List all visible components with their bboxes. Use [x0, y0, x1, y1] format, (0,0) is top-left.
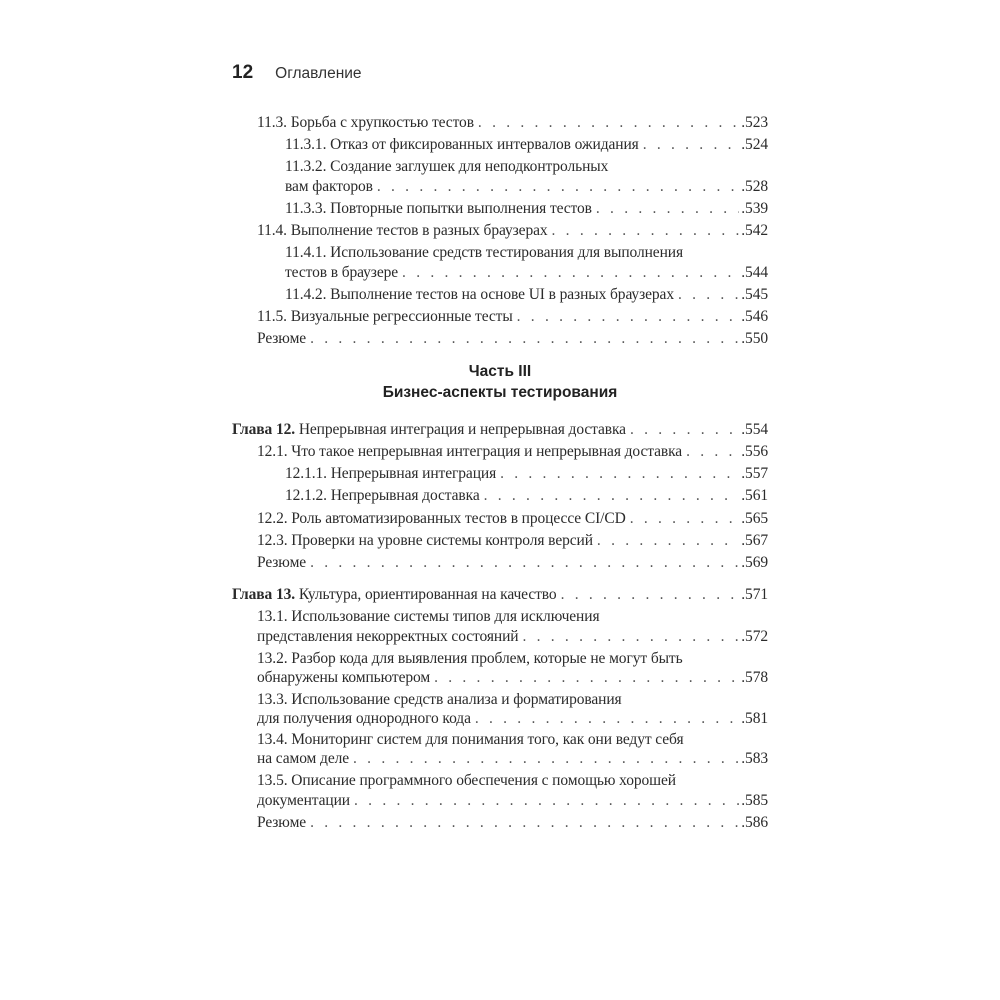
- toc-entry-text: 13.4. Мониторинг систем для понимания того, как они ведут себя: [257, 731, 684, 748]
- chapter-title: Непрерывная интеграция и непрерывная доставка: [298, 421, 626, 438]
- leader-dots: [597, 530, 739, 552]
- toc-entry[interactable]: [0, 112, 1000, 134]
- leader-dots: [686, 441, 739, 463]
- toc-entry-page: .539: [741, 200, 768, 217]
- toc-entry-page: .524: [741, 136, 768, 153]
- toc-entry-continuation[interactable]: [0, 790, 1000, 812]
- toc-entry-page: .586: [741, 814, 768, 831]
- toc-entry-text: 11.3.3. Повторные попытки выполнения тестов: [285, 200, 592, 217]
- toc-entry[interactable]: [0, 198, 1000, 220]
- toc-entry-text: на самом деле: [257, 750, 350, 767]
- toc-entry-continuation[interactable]: [0, 708, 1000, 730]
- toc-entry-text: 11.4. Выполнение тестов в разных браузерах: [257, 222, 548, 239]
- toc-entry-page: .567: [741, 532, 768, 549]
- part-label: Часть III: [468, 363, 532, 380]
- toc-entry-text: Резюме: [257, 330, 307, 347]
- leader-dots: [630, 419, 739, 441]
- toc-entry-text: 13.2. Разбор кода для выявления проблем, которые не могут быть: [257, 650, 683, 667]
- toc-entry[interactable]: [0, 485, 1000, 507]
- running-head: [232, 62, 362, 84]
- leader-dots: [500, 463, 739, 485]
- toc-entry-continuation[interactable]: [0, 748, 1000, 770]
- toc-entry-page: .546: [741, 308, 768, 325]
- leader-dots: [353, 748, 739, 770]
- toc-entry[interactable]: [0, 306, 1000, 328]
- toc-entry-text: 13.5. Описание программного обеспечения с помощью хорошей: [257, 772, 676, 789]
- toc-entry-text: 12.1. Что такое непрерывная интеграция и непрерывная доставка: [257, 443, 683, 460]
- toc-entry-page: .569: [741, 554, 768, 571]
- leader-dots: [377, 176, 739, 198]
- toc-entry-continuation[interactable]: [0, 626, 1000, 648]
- toc-entry-text: тестов в браузере: [285, 264, 399, 281]
- part-title: Бизнес-аспекты тестирования: [382, 384, 618, 401]
- toc-entry[interactable]: [0, 284, 1000, 306]
- toc-entry-text: 12.3. Проверки на уровне системы контроля версий: [257, 532, 593, 549]
- toc-entry[interactable]: [0, 463, 1000, 485]
- chapter-label: Глава 12.: [232, 421, 296, 438]
- toc-entry-continuation[interactable]: [0, 667, 1000, 689]
- toc-entry[interactable]: [0, 441, 1000, 463]
- toc-entry[interactable]: [0, 770, 1000, 792]
- page-number: 12: [232, 62, 254, 83]
- toc-entry-text: 12.2. Роль автоматизированных тестов в процессе CI/CD: [257, 510, 626, 527]
- leader-dots: [517, 306, 740, 328]
- toc-entry[interactable]: [0, 812, 1000, 834]
- leader-dots: [678, 284, 739, 306]
- toc-entry-page: .523: [741, 114, 768, 131]
- toc-entry[interactable]: [0, 530, 1000, 552]
- toc-entry-page: .581: [741, 710, 768, 727]
- toc-entry-page: .542: [741, 222, 768, 239]
- toc-entry[interactable]: [0, 508, 1000, 530]
- leader-dots: [561, 584, 740, 606]
- toc-entry-page: .585: [741, 792, 768, 809]
- leader-dots: [522, 626, 739, 648]
- leader-dots: [402, 262, 739, 284]
- leader-dots: [310, 328, 739, 350]
- toc-entry-text: 12.1.2. Непрерывная доставка: [285, 487, 480, 504]
- toc-entry[interactable]: [0, 242, 1000, 264]
- chapter-title: Культура, ориентированная на качество: [298, 586, 557, 603]
- leader-dots: [478, 112, 739, 134]
- chapter-label: Глава 13.: [232, 586, 296, 603]
- toc-entry-page: .578: [741, 669, 768, 686]
- toc-entry-text: 13.1. Использование системы типов для исключения: [257, 608, 600, 625]
- toc-entry-page: .556: [741, 443, 768, 460]
- toc-entry-page: .561: [741, 487, 768, 504]
- leader-dots: [310, 552, 739, 574]
- toc-entry-text: 12.1.1. Непрерывная интеграция: [285, 465, 497, 482]
- running-head-title: Оглавление: [275, 65, 362, 82]
- toc-entry-text: вам факторов: [285, 178, 373, 195]
- toc-entry-text: документации: [257, 792, 351, 809]
- leader-dots: [434, 667, 739, 689]
- toc-entry-page: .572: [741, 628, 768, 645]
- leader-dots: [484, 485, 740, 507]
- toc-entry-page: .571: [741, 586, 768, 603]
- toc-entry-text: 11.3.1. Отказ от фиксированных интервалов ожидания: [285, 136, 639, 153]
- toc-entry-continuation[interactable]: [0, 262, 1000, 284]
- chapter-entry[interactable]: [0, 419, 1000, 441]
- toc-entry[interactable]: [0, 552, 1000, 574]
- toc-entry-page: .544: [741, 264, 768, 281]
- leader-dots: [630, 508, 740, 530]
- toc-entry[interactable]: [0, 134, 1000, 156]
- toc-entry-page: .528: [741, 178, 768, 195]
- toc-entry-text: Резюме: [257, 814, 307, 831]
- toc-entry-text: представления некорректных состояний: [257, 628, 519, 645]
- toc-entry-text: Резюме: [257, 554, 307, 571]
- toc-entry-text: 11.4.1. Использование средств тестирования для выполнения: [285, 244, 684, 261]
- chapter-entry[interactable]: [0, 584, 1000, 606]
- toc-entry-page: .565: [741, 510, 768, 527]
- toc-entry-page: .557: [741, 465, 768, 482]
- leader-dots: [643, 134, 740, 156]
- toc-entry-page: .554: [741, 421, 768, 438]
- toc-entry-text: для получения однородного кода: [257, 710, 471, 727]
- toc-entry-page: .545: [741, 286, 768, 303]
- toc-entry[interactable]: [0, 328, 1000, 350]
- toc-entry-continuation[interactable]: [0, 176, 1000, 198]
- toc-entry-text: 11.5. Визуальные регрессионные тесты: [257, 308, 513, 325]
- leader-dots: [475, 708, 739, 730]
- leader-dots: [596, 198, 739, 220]
- toc-entry-text: 11.3.2. Создание заглушек для неподконтрольных: [285, 158, 609, 175]
- leader-dots: [310, 812, 739, 834]
- toc-entry-text: обнаружены компьютером: [257, 669, 431, 686]
- toc-entry-page: .583: [741, 750, 768, 767]
- toc-entry[interactable]: [0, 606, 1000, 628]
- leader-dots: [354, 790, 739, 812]
- toc-entry-text: 11.3. Борьба с хрупкостью тестов: [257, 114, 474, 131]
- toc-entry-text: 11.4.2. Выполнение тестов на основе UI в разных браузерах: [285, 286, 674, 303]
- toc-entry[interactable]: [0, 156, 1000, 178]
- toc-entry-page: .550: [741, 330, 768, 347]
- leader-dots: [552, 220, 740, 242]
- toc-entry-text: 13.3. Использование средств анализа и форматирования: [257, 691, 622, 708]
- toc-entry[interactable]: [0, 220, 1000, 242]
